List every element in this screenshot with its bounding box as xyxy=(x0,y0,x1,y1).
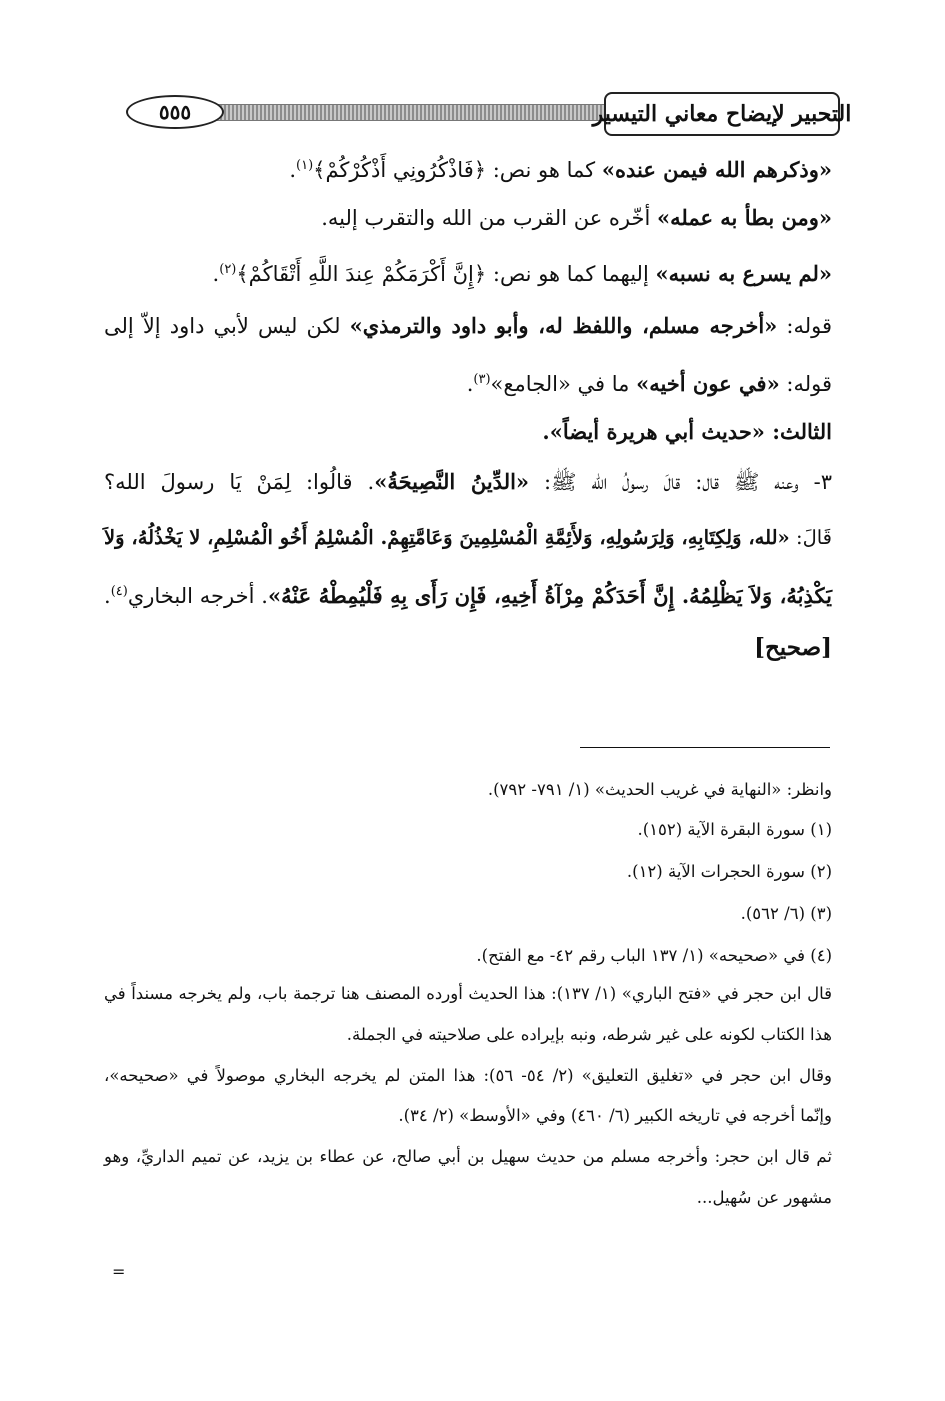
footnote-line: (٣) (٦/ ٥٦٢). xyxy=(740,904,832,923)
footnote-line: وانظر: «النهاية في غريب الحديث» (١/ ٧٩١- ٧٩٢). xyxy=(487,780,832,799)
running-header xyxy=(108,92,852,134)
footnote-line: وقال ابن حجر في «تغليق التعليق» (٢/ ٥٤- ٥٦): هذا المتن لم يخرجه البخاري موصولاً في «صحيحه»، xyxy=(104,1066,833,1085)
text-line: «وذكرهم الله فيمن عنده» كما هو نص: ﴿فَاذْكُرُونِي أَذْكُرْكُمْ﴾$^{(١)}$. xyxy=(289,157,832,182)
book-title: التحبير لإيضاح معاني التيسير xyxy=(604,92,840,136)
footnote-line: قال ابن حجر في «فتح الباري» (١/ ١٣٧): هذا الحديث أورده المصنف هنا ترجمة باب، ولم يخرجه مسنداً في xyxy=(104,984,832,1003)
text-line: «ومن بطأ به عمله» أخّره عن القرب من الله والتقرب إليه. xyxy=(321,205,832,230)
footnote-line: (٤) في «صحيحه» (١/ ١٣٧ الباب رقم ٤٢- مع الفتح). xyxy=(476,946,832,965)
hadith-line: ٣- وعنه ﷺ قال: قالَ رسولُ الله ﷺ: «الدِّينُ النَّصِيحَةُ». قالُوا: لِمَنْ يَا رسولَ الله؟ xyxy=(104,469,832,494)
hadith-line: قَالَ: «لله، وَلِكِتَابِهِ، وَلِرَسُولِهِ، وَلأَئِمَّةِ الْمُسْلِمِينَ وَعَامَّتِهِمْ. الْمُسْلِمُ أَخُو الْمُسْلِمِ، لا يَخْذُلُهُ، وَلاَ xyxy=(104,526,833,549)
hadith-line: يَكْذِبُهُ، وَلاَ يَظْلِمُهُ. إِنَّ أَحَدَكُمْ مِرْآةُ أَخِيهِ، فَإِن رَأَى بِهِ فَلْيُمِطْهُ عَنْهُ». أخرجه البخاري$^{(٤)}$. xyxy=(104,583,832,608)
grading-label: [صحيح] xyxy=(754,634,832,661)
section-heading: الثالث: «حديث أبي هريرة أيضاً». xyxy=(542,419,832,444)
text-line: «لم يسرع به نسبه» إليهما كما هو نص: ﴿إِنَّ أَكْرَمَكُمْ عِندَ اللَّهِ أَتْقَاكُمْ﴾$^{(٢)}$. xyxy=(212,261,832,286)
footnote-line: (١) سورة البقرة الآية (١٥٢). xyxy=(637,820,832,839)
continuation-mark: = xyxy=(112,1262,126,1281)
footnote-line: مشهور عن سُهيل... xyxy=(696,1188,832,1207)
text-line: قوله: «أخرجه مسلم، واللفظ له، وأبو داود والترمذي» لكن ليس لأبي داود إلاّ إلى xyxy=(104,313,832,338)
footnote-line: (٢) سورة الحجرات الآية (١٢). xyxy=(626,862,832,881)
footnote-line: وإنّما أخرجه في تاريخه الكبير (٦/ ٤٦٠) وفي «الأوسط» (٢/ ٣٤). xyxy=(398,1106,832,1125)
footnote-line: ثم قال ابن حجر: وأخرجه مسلم من حديث سهيل بن أبي صالح، عن عطاء بن يزيد، عن تميم الداريِّ، وهو xyxy=(104,1147,832,1166)
footnote-line: هذا الكتاب لكونه على غير شرطه، ونبه بإيراده على صلاحيته في الجملة. xyxy=(346,1025,832,1044)
page-number: ٥٥٥ xyxy=(126,95,224,129)
footnote-separator xyxy=(580,747,830,748)
text-line: قوله: «في عون أخيه» ما في «الجامع»$^{(٣)}$. xyxy=(466,371,832,396)
